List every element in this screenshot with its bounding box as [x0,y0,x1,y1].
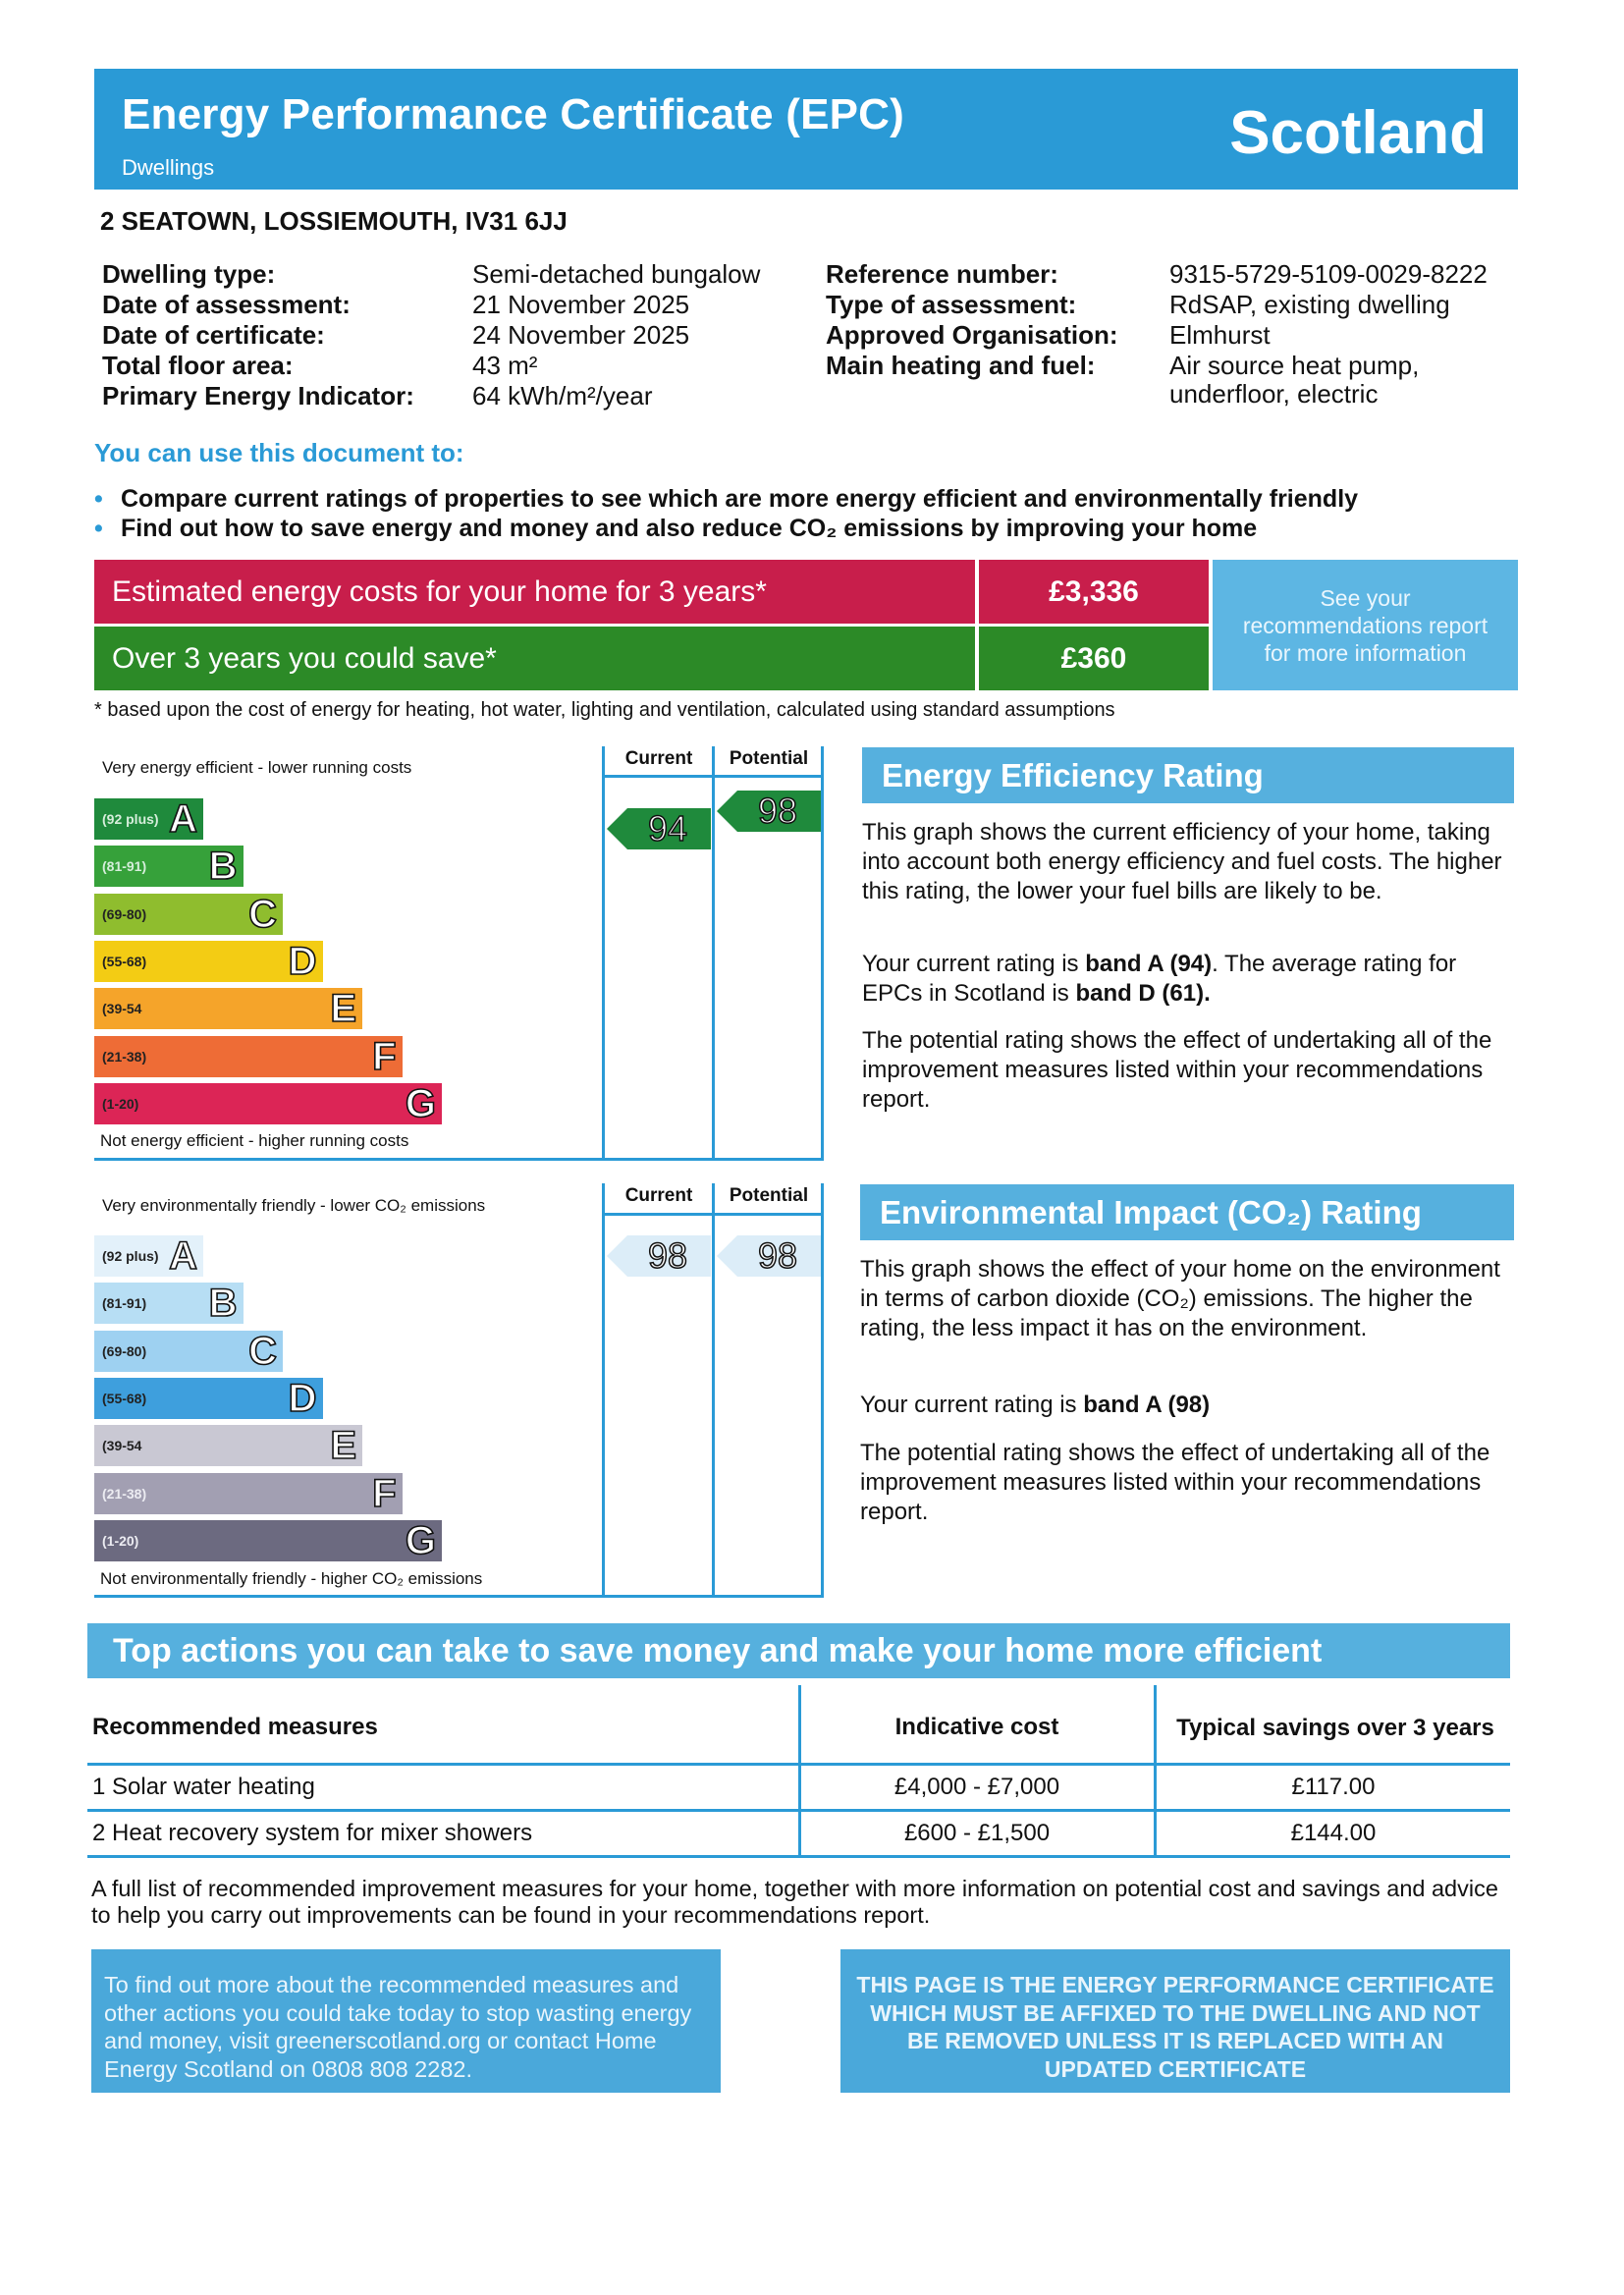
current-rating-arrow [607,1235,711,1277]
band-e [94,1425,362,1466]
column-header-measures: Recommended measures [92,1714,378,1740]
assessment-type-value: RdSAP, existing dwelling [1169,290,1450,319]
band-letter: E [330,987,356,1031]
potential-rating-value: 98 [757,1235,798,1276]
detail-label: Reference number: [826,259,1058,289]
current-rating-arrow [607,808,711,849]
cost-cell: £600 - £1,500 [903,1820,1051,1846]
energy-rating-current: Your current rating is band A (94). The average rating for EPCs in Scotland is band D (61). [862,951,1457,1007]
certificate-subtitle: Dwellings [122,155,215,180]
current-rating-value: 98 [647,1235,688,1276]
recommendations-note: A full list of recommended improvement measures for your home, together with more information on potential cost and savings and advice to help you carry out improvements can be found in your recommendations report. [91,1876,1498,1928]
band-a [94,1235,203,1277]
dwelling-type-value: Semi-detached bungalow [472,259,761,289]
uses-heading: You can use this document to: [94,438,464,467]
column-header-cost: Indicative cost [894,1714,1059,1740]
column-divider [821,746,824,1161]
header-banner [94,69,1518,190]
band-range-label: (55-68) [102,1390,147,1406]
environmental-rating-heading: Environmental Impact (CO₂) Rating [860,1184,1514,1240]
detail-label: Main heating and fuel: [826,351,1096,380]
current-column-header: Current [624,1185,693,1206]
environmental-rating-current: Your current rating is band A (98) [860,1392,1211,1418]
uses-bullet: • Find out how to save energy and money and also reduce CO₂ emissions by improving your home [94,515,1258,542]
estimated-cost-label: Estimated energy costs for your home for 3 years* [94,560,975,624]
table-rule [87,1855,1510,1858]
band-range-label: (92 plus) [102,1248,159,1264]
chart-top-label: Very environmentally friendly - lower CO₂ emissions [102,1196,486,1215]
chart-top-label: Very energy efficient - lower running costs [102,758,412,777]
more-info-box: To find out more about the recommended measures and other actions you could take today to stop wasting energy and money, visit greenerscotland.org or contact Home Energy Scotland on 0808 808 2282. [91,1949,721,2093]
band-c [94,1331,283,1372]
floor-area-value: 43 m² [472,351,538,380]
property-address: 2 SEATOWN, LOSSIEMOUTH, IV31 6JJ [100,206,568,236]
band-f [94,1036,403,1077]
potential-saving-label: Over 3 years you could save* [94,627,975,690]
certificate-title: Energy Performance Certificate (EPC) [122,90,905,138]
band-range-label: (69-80) [102,1342,147,1359]
band-letter: A [169,797,197,841]
chart-bottom-rule [94,1158,824,1161]
detail-label: Date of certificate: [102,320,325,350]
detail-label: Type of assessment: [826,290,1077,319]
band-g [94,1083,442,1124]
chart-bottom-rule [94,1595,824,1598]
cost-footnote: * based upon the cost of energy for heating, hot water, lighting and ventilation, calculated using standard assumptions [94,699,1115,721]
column-divider [821,1183,824,1598]
energy-rating-description: This graph shows the current efficiency of your home, taking into account both energy efficiency and fuel costs. The higher this rating, the lower your fuel bills are likely to be. [862,819,1502,904]
band-letter: D [288,1376,317,1420]
region-label: Scotland [1229,99,1487,167]
band-e [94,988,362,1029]
detail-label: Total floor area: [102,351,294,380]
column-divider [602,1183,605,1598]
current-column-header: Current [624,748,693,769]
band-range-label: (81-91) [102,858,147,875]
column-divider [712,746,715,1161]
band-range-label: (81-91) [102,1295,147,1312]
see-report-note: See your recommendations report for more information [1213,560,1518,690]
band-letter: G [405,1081,436,1125]
column-header-savings: Typical savings over 3 years [1176,1715,1494,1741]
saving-cell: £144.00 [1290,1820,1377,1846]
band-range-label: (92 plus) [102,811,159,827]
band-c [94,894,283,935]
measure-cell: 1 Solar water heating [92,1774,315,1800]
band-d [94,1378,323,1419]
detail-label: Approved Organisation: [826,320,1118,350]
band-range-label: (55-68) [102,953,147,969]
column-divider [712,1183,715,1598]
heating-fuel-value: Air source heat pump, [1169,351,1420,380]
band-letter: C [248,1329,277,1373]
band-range-label: (21-38) [102,1048,147,1065]
band-range-label: (21-38) [102,1485,147,1502]
current-rating-value: 94 [647,808,688,848]
bullet-icon: • [94,515,103,542]
energy-rating-heading: Energy Efficiency Rating [862,747,1514,803]
energy-rating-potential: The potential rating shows the effect of undertaking all of the improvement measures listed within your recommendations report. [862,1027,1492,1113]
potential-saving-value: £360 [979,627,1209,690]
band-range-label: (39-54 [102,1001,142,1017]
table-rule [87,1763,1510,1766]
band-letter: B [208,845,238,889]
table-rule [87,1809,1510,1812]
band-range-label: (1-20) [102,1095,139,1112]
chart-bottom-label: Not energy efficient - higher running costs [100,1131,409,1150]
band-letter: F [372,1034,397,1078]
detail-label: Dwelling type: [102,259,276,289]
primary-energy-value: 64 kWh/m²/year [472,381,653,410]
potential-column-header: Potential [729,748,809,769]
band-letter: E [330,1424,356,1468]
band-range-label: (1-20) [102,1532,139,1549]
certificate-date-value: 24 November 2025 [472,320,690,350]
potential-column-header: Potential [729,1185,809,1206]
band-letter: A [169,1234,197,1278]
band-letter: F [372,1471,397,1515]
environmental-rating-description: This graph shows the effect of your home on the environment in terms of carbon dioxide (CO₂) emissions. The higher the rating, the less impact it has on the environment. [860,1256,1500,1341]
potential-rating-arrow [717,1235,821,1277]
column-divider [602,746,605,1161]
approved-organisation-value: Elmhurst [1169,320,1271,350]
top-actions-heading: Top actions you can take to save money and make your home more efficient [87,1623,1510,1678]
band-letter: C [248,892,277,936]
band-b [94,1283,244,1324]
detail-label: Date of assessment: [102,290,351,319]
band-b [94,846,244,887]
reference-number-value: 9315-5729-5109-0029-8222 [1169,259,1488,289]
estimated-cost-value: £3,336 [979,560,1209,624]
potential-rating-value: 98 [757,791,798,831]
heating-fuel-value-line2: underfloor, electric [1169,379,1379,409]
potential-rating-arrow [717,791,821,832]
environmental-rating-potential: The potential rating shows the effect of undertaking all of the improvement measures listed within your recommendations report. [860,1440,1490,1525]
header-divider [602,1213,824,1216]
measure-cell: 2 Heat recovery system for mixer showers [92,1820,533,1846]
band-f [94,1473,403,1514]
uses-bullet: • Compare current ratings of properties to see which are more energy efficient and environmentally friendly [94,485,1359,513]
band-letter: D [288,939,317,983]
band-d [94,941,323,982]
assessment-date-value: 21 November 2025 [472,290,690,319]
band-letter: G [405,1518,436,1562]
band-g [94,1520,442,1561]
band-letter: B [208,1282,238,1326]
header-divider [602,775,824,778]
band-a [94,798,203,840]
affix-notice-box: THIS PAGE IS THE ENERGY PERFORMANCE CERTIFICATE WHICH MUST BE AFFIXED TO THE DWELLING AND NOT BE REMOVED UNLESS IT IS REPLACED WITH AN UPDATED CERTIFICATE [840,1949,1510,2093]
chart-bottom-label: Not environmentally friendly - higher CO₂ emissions [100,1569,483,1588]
band-range-label: (69-80) [102,905,147,922]
band-range-label: (39-54 [102,1438,142,1454]
bullet-icon: • [94,485,103,513]
saving-cell: £117.00 [1291,1774,1376,1800]
detail-label: Primary Energy Indicator: [102,381,414,410]
cost-cell: £4,000 - £7,000 [893,1774,1060,1800]
